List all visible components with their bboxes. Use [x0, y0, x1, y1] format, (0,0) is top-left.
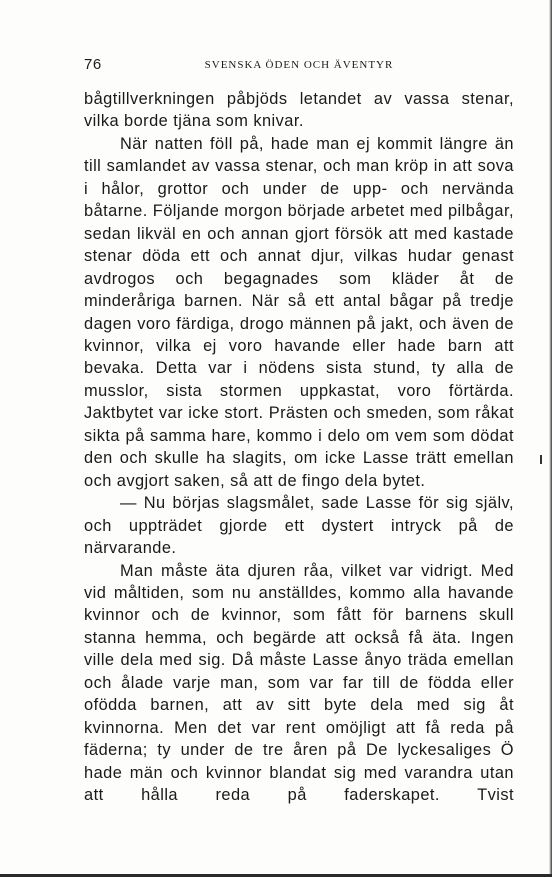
paragraph: Man måste äta djuren råa, vilket var vidrigt. Med vid måltiden, som nu anställdes, kommo alla havande kvinnor och de kvinnor, som fått för barnens skull stanna hemma, och begärde att också få äta. Ingen ville dela med sig. Då måste Lasse ånyo träda emellan och ålade varje man, som var far till de födda eller ofödda barnen, att av sitt byte dela med sig åt kvinnorna. Men det var rent omöjligt att få reda på fäderna; ty under de tre åren på De lyckesaliges Ö hade män och kvinnor blandat sig med varandra utan att hålla reda på faderskapet. Tvist [84, 561, 514, 805]
body-text [84, 88, 514, 807]
print-speck [540, 455, 542, 464]
page-number: 76 [84, 56, 102, 73]
page-header [84, 56, 514, 78]
paragraph: — Nu börjas slagsmålet, sade Lasse för sig själv, och uppträdet gjorde ett dystert intryck på de närvarande. [84, 494, 514, 558]
paragraph: När natten föll på, hade man ej kommit längre än till samlandet av vassa stenar, och man kröp in att sova i hålor, grottor och under de upp- och nervända båtarne. Följande morgon började arbetet med pilbågar, sedan likväl en och annan gjort försök att med kastade stenar döda ett och annat djur, vilkas hudar genast avdrogos och begagnades som kläder åt de minderåriga barnen. När så ett antal bågar på tredje dagen voro färdiga, drogo männen på jakt, och även de kvinnor, vilka ej voro havande eller hade barn att bevaka. Detta var i nödens sista stund, ty alla de musslor, sista stormen uppkastat, voro förtärda. Jaktbytet var icke stort. Prästen och smeden, som råkat sikta på samma hare, kommo i delo om vem som dödat den och skulle ha slagits, om icke Lasse trätt emellan och avgjort saken, så att de fingo dela bytet. [84, 134, 514, 490]
running-head: SVENSKA ÖDEN OCH ÄVENTYR [204, 59, 394, 71]
paragraph: bågtillverkningen påbjöds letandet av vassa stenar, vilka borde tjäna som knivar. [84, 90, 514, 131]
